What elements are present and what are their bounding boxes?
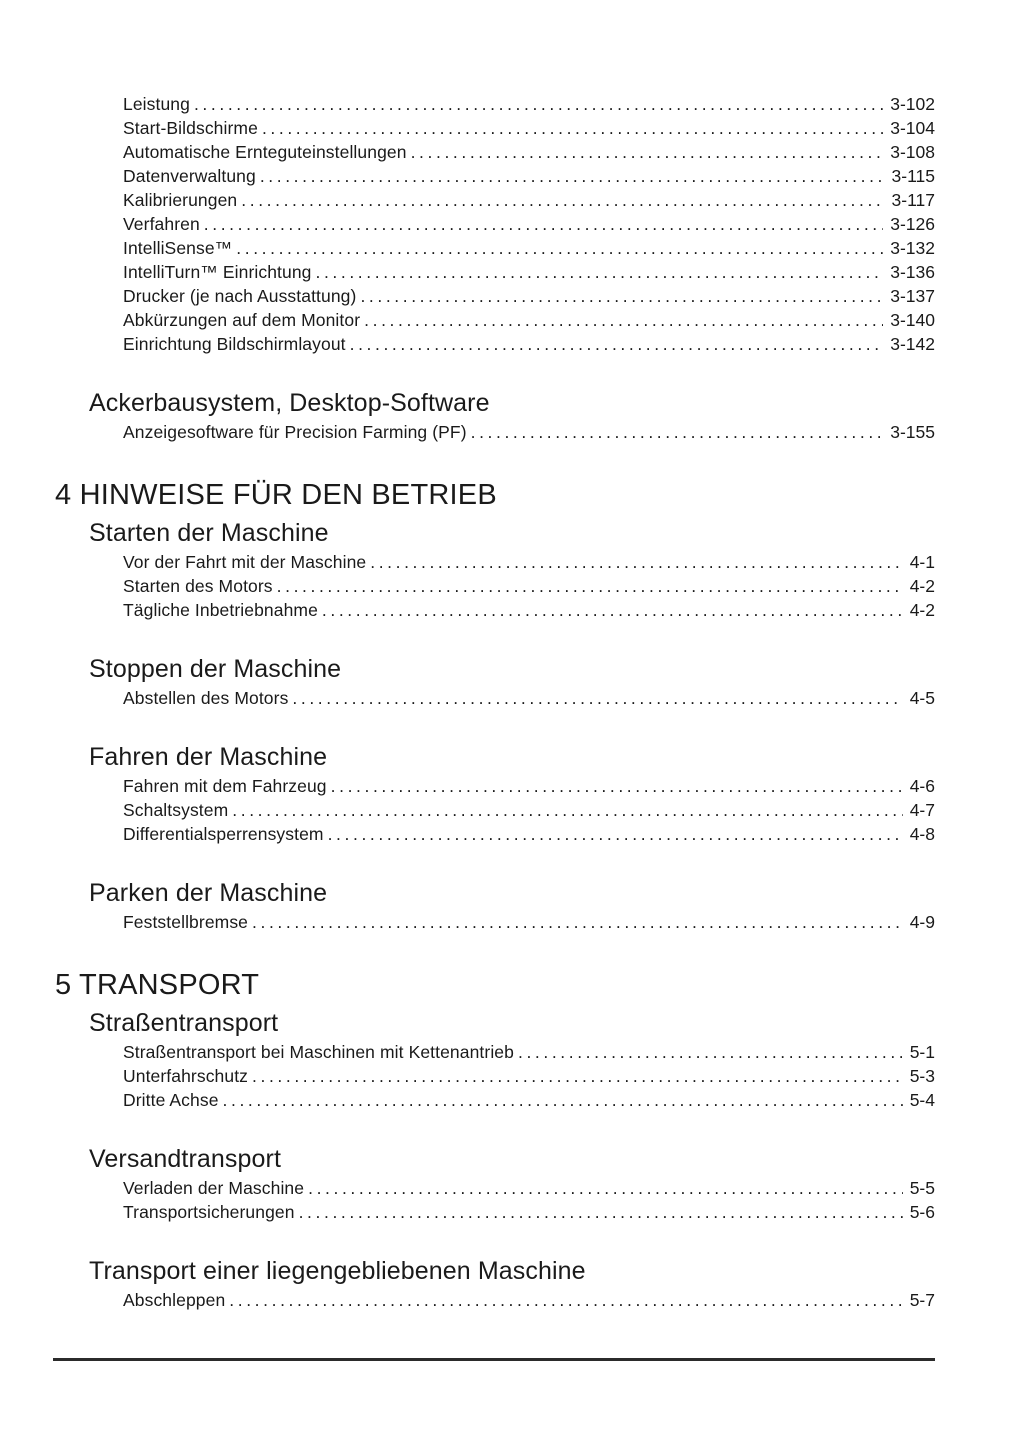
toc-entry-label: Drucker (je nach Ausstattung) <box>123 286 357 306</box>
toc-entry-group-chapter3 <box>55 92 935 356</box>
toc-entry-label: Straßentransport bei Maschinen mit Kettenantrieb <box>123 1042 514 1062</box>
chapter-heading-4: 4 HINWEISE FÜR DEN BETRIEB <box>55 479 497 511</box>
toc-entry-page: 3-142 <box>890 334 935 354</box>
section-heading: Parken der Maschine <box>89 879 328 907</box>
toc-section-fahren <box>55 742 935 846</box>
toc-section-transport-liegengeblieben <box>55 1256 935 1312</box>
toc-entry-page: 3-117 <box>891 190 935 210</box>
toc-entry <box>55 550 935 574</box>
section-heading: Starten der Maschine <box>89 519 329 547</box>
toc-entry-page: 4-8 <box>909 824 935 844</box>
dot-leader <box>364 308 883 332</box>
toc-entry-page: 3-137 <box>890 286 935 306</box>
dot-leader <box>252 910 903 934</box>
toc-entry-page: 3-108 <box>890 142 935 162</box>
section-heading: Transport einer liegengebliebenen Maschine <box>89 1257 586 1285</box>
toc-entry-label: Dritte Achse <box>123 1090 219 1110</box>
toc-entry-label: Kalibrierungen <box>123 190 238 210</box>
toc-section-starten <box>55 518 935 622</box>
toc-entry <box>55 1064 935 1088</box>
toc-entry-label: Schaltsystem <box>123 800 229 820</box>
toc-entry <box>55 1176 935 1200</box>
toc-section-versandtransport <box>55 1144 935 1224</box>
dot-leader <box>277 574 903 598</box>
dot-leader <box>316 260 884 284</box>
toc-entry-page: 3-126 <box>890 214 935 234</box>
toc-entry-page: 5-4 <box>909 1090 935 1110</box>
toc-entry <box>55 212 935 236</box>
toc-entry <box>55 420 935 444</box>
section-heading: Straßentransport <box>89 1009 279 1037</box>
toc-entry-label: IntelliSense™ <box>123 238 233 258</box>
toc-entry <box>55 92 935 116</box>
toc-entry <box>55 774 935 798</box>
toc-entry-label: Anzeigesoftware für Precision Farming (PF) <box>123 422 467 442</box>
dot-leader <box>223 1088 903 1112</box>
toc-entry-label: Abkürzungen auf dem Monitor <box>123 310 361 330</box>
dot-leader <box>260 164 885 188</box>
toc-entry-label: Vor der Fahrt mit der Maschine <box>123 552 367 572</box>
dot-leader <box>518 1040 903 1064</box>
toc-entry-page: 4-9 <box>909 912 935 932</box>
dot-leader <box>252 1064 903 1088</box>
toc-entry-page: 5-6 <box>909 1202 935 1222</box>
toc-entry-label: Datenverwaltung <box>123 166 256 186</box>
toc-entry-page: 4-7 <box>909 800 935 820</box>
toc-entry <box>55 332 935 356</box>
toc-entry-label: Verfahren <box>123 214 200 234</box>
toc-entry-page: 3-104 <box>890 118 935 138</box>
toc-entry-label: Verladen der Maschine <box>123 1178 305 1198</box>
toc-section-ackerbausystem <box>55 388 935 444</box>
toc-entry-page: 3-155 <box>890 422 935 442</box>
toc-entry-label: Abstellen des Motors <box>123 688 289 708</box>
toc-entry <box>55 598 935 622</box>
toc-entry <box>55 284 935 308</box>
dot-leader <box>331 774 903 798</box>
toc-entry-label: Transportsicherungen <box>123 1202 295 1222</box>
section-heading: Versandtransport <box>89 1145 281 1173</box>
toc-entry <box>55 1288 935 1312</box>
toc-entry-label: Starten des Motors <box>123 576 273 596</box>
toc-entry-page: 5-5 <box>909 1178 935 1198</box>
toc-entry-page: 3-140 <box>890 310 935 330</box>
toc-entry-page: 5-7 <box>909 1290 935 1310</box>
toc-entry <box>55 1040 935 1064</box>
toc-entry-label: Tägliche Inbetriebnahme <box>123 600 318 620</box>
dot-leader <box>194 92 883 116</box>
dot-leader <box>292 686 902 710</box>
toc-entry <box>55 188 935 212</box>
dot-leader <box>232 798 902 822</box>
toc-entry-label: Fahren mit dem Fahrzeug <box>123 776 327 796</box>
toc-entry-page: 3-136 <box>890 262 935 282</box>
dot-leader <box>411 140 884 164</box>
toc-entry-page: 4-2 <box>909 576 935 596</box>
toc-section-parken <box>55 878 935 934</box>
dot-leader <box>241 188 884 212</box>
toc-entry <box>55 822 935 846</box>
toc-entry-page: 4-6 <box>909 776 935 796</box>
toc-entry-page: 3-132 <box>890 238 935 258</box>
toc-entry-label: Start-Bildschirme <box>123 118 258 138</box>
toc-entry-label: Automatische Ernteguteinstellungen <box>123 142 407 162</box>
toc-entry <box>55 1200 935 1224</box>
dot-leader <box>229 1288 902 1312</box>
toc-entry <box>55 236 935 260</box>
toc-entry <box>55 260 935 284</box>
toc-entry <box>55 308 935 332</box>
toc-entry-page: 3-115 <box>891 166 935 186</box>
toc-entry <box>55 686 935 710</box>
footer-rule <box>53 1358 935 1361</box>
dot-leader <box>262 116 883 140</box>
toc-entry-label: Feststellbremse <box>123 912 249 932</box>
dot-leader <box>204 212 883 236</box>
section-heading: Fahren der Maschine <box>89 743 328 771</box>
toc-entry-page: 5-3 <box>909 1066 935 1086</box>
dot-leader <box>308 1176 903 1200</box>
toc-entry-page: 5-1 <box>909 1042 935 1062</box>
toc-entry <box>55 164 935 188</box>
toc-entry-label: Leistung <box>123 94 190 114</box>
dot-leader <box>471 420 884 444</box>
toc-entry-page: 4-1 <box>909 552 935 572</box>
toc-entry-label: IntelliTurn™ Einrichtung <box>123 262 312 282</box>
section-heading: Ackerbausystem, Desktop-Software <box>89 389 490 417</box>
toc-entry <box>55 798 935 822</box>
toc-entry <box>55 116 935 140</box>
toc-entry <box>55 910 935 934</box>
toc-entry-label: Unterfahrschutz <box>123 1066 249 1086</box>
toc-entry <box>55 1088 935 1112</box>
dot-leader <box>370 550 902 574</box>
toc-entry-page: 3-102 <box>890 94 935 114</box>
dot-leader <box>299 1200 903 1224</box>
dot-leader <box>328 822 903 846</box>
dot-leader <box>360 284 883 308</box>
toc-content <box>55 91 935 1361</box>
dot-leader <box>236 236 883 260</box>
dot-leader <box>322 598 903 622</box>
section-heading: Stoppen der Maschine <box>89 655 342 683</box>
toc-entry <box>55 574 935 598</box>
toc-entry-page: 4-5 <box>909 688 935 708</box>
toc-section-strassentransport <box>55 1008 935 1112</box>
toc-section-stoppen <box>55 654 935 710</box>
toc-entry-label: Differentialsperrensystem <box>123 824 324 844</box>
toc-entry-label: Einrichtung Bildschirmlayout <box>123 334 346 354</box>
toc-entry <box>55 140 935 164</box>
toc-entry-label: Abschleppen <box>123 1290 226 1310</box>
toc-entry-page: 4-2 <box>909 600 935 620</box>
chapter-heading-5: 5 TRANSPORT <box>55 969 260 1001</box>
dot-leader <box>350 332 884 356</box>
